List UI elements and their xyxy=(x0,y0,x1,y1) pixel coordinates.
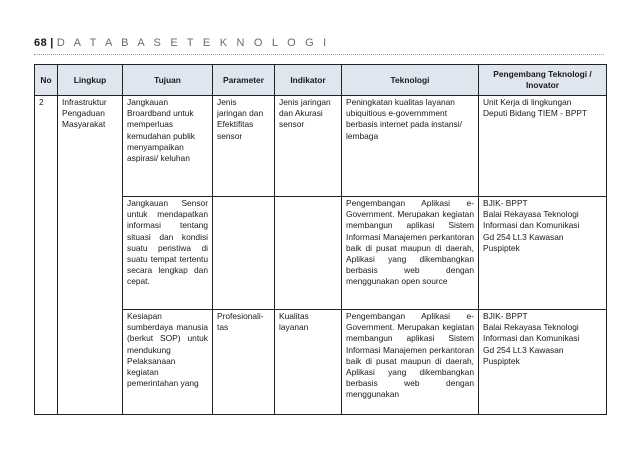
cell-pengembang: Unit Kerja di lingkungan Deputi Bidang TIEM - BPPT xyxy=(479,96,607,197)
table-row xyxy=(35,197,607,310)
cell-indikator: Jenis jaringan dan Akurasi sensor xyxy=(275,96,342,197)
cell-tujuan: Jangkauan Broardband untuk memperluas kemudahan publik menyampaikan aspirasi/ keluhan xyxy=(123,96,213,197)
cell-no-empty xyxy=(35,197,58,310)
cell-no: 2 xyxy=(35,96,58,197)
column-header-lingkup: Lingkup xyxy=(58,65,123,96)
table-row xyxy=(35,310,607,415)
column-header-tujuan: Tujuan xyxy=(123,65,213,96)
cell-teknologi: Peningkatan kualitas layanan ubiquitious e-governmment berbasis internet pada instansi/ lembaga xyxy=(342,96,479,197)
page-title: D A T A B A S E T E K N O L O G I xyxy=(56,37,330,49)
cell-lingkup-empty xyxy=(58,197,123,310)
header-divider xyxy=(34,54,604,55)
page-header xyxy=(34,37,329,49)
column-header-pengembang: Pengembang Teknologi / Inovator xyxy=(479,65,607,96)
column-header-indikator: Indikator xyxy=(275,65,342,96)
technology-table xyxy=(34,64,607,415)
cell-parameter: Profesionali- tas xyxy=(213,310,275,415)
cell-pengembang: BJIK- BPPT Balai Rekayasa Teknologi Informasi dan Komunikasi Gd 254 Lt.3 Kawasan Puspiptek xyxy=(479,197,607,310)
column-header-no: No xyxy=(35,65,58,96)
header-separator: | xyxy=(50,37,54,49)
cell-indikator-empty xyxy=(275,197,342,310)
cell-parameter-empty xyxy=(213,197,275,310)
cell-lingkup: Infrastruktur Pengaduan Masyarakat xyxy=(58,96,123,197)
cell-tujuan: Jangkauan Sensor untuk mendapatkan informasi tentang situasi dan kondisi suatu peristiwa di suatu tempat tertentu secara lengkap dan cepat. xyxy=(123,197,213,310)
cell-pengembang: BJIK- BPPT Balai Rekayasa Teknologi Informasi dan Komunikasi Gd 254 Lt.3 Kawasan Puspiptek xyxy=(479,310,607,415)
table-header-row xyxy=(35,65,607,96)
column-header-parameter: Parameter xyxy=(213,65,275,96)
cell-no-empty xyxy=(35,310,58,415)
table-row xyxy=(35,96,607,197)
cell-tujuan: Kesiapan sumberdaya manusia (berkut SOP) untuk mendukung Pelaksanaan kegiatan pemerintahan yang xyxy=(123,310,213,415)
column-header-teknologi: Teknologi xyxy=(342,65,479,96)
page-number: 68 xyxy=(34,37,48,49)
cell-parameter: Jenis jaringan dan Efektifitas sensor xyxy=(213,96,275,197)
cell-lingkup-empty xyxy=(58,310,123,415)
cell-indikator: Kualitas layanan xyxy=(275,310,342,415)
cell-teknologi: Pengembangan Aplikasi e-Government. Merupakan kegiatan membangun aplikasi Sistem Informasi Manajemen perkantoran baik di pusat maupun di daerah, Aplikasi yang dikembangkan berbasis web dengan menggunakan open source xyxy=(342,197,479,310)
cell-teknologi: Pengembangan Aplikasi e-Government. Merupakan kegiatan membangun aplikasi Sistem Informasi Manajemen perkantoran baik di pusat maupun di daerah, Aplikasi yang dikembangkan berbasis web dengan menggunakan xyxy=(342,310,479,415)
